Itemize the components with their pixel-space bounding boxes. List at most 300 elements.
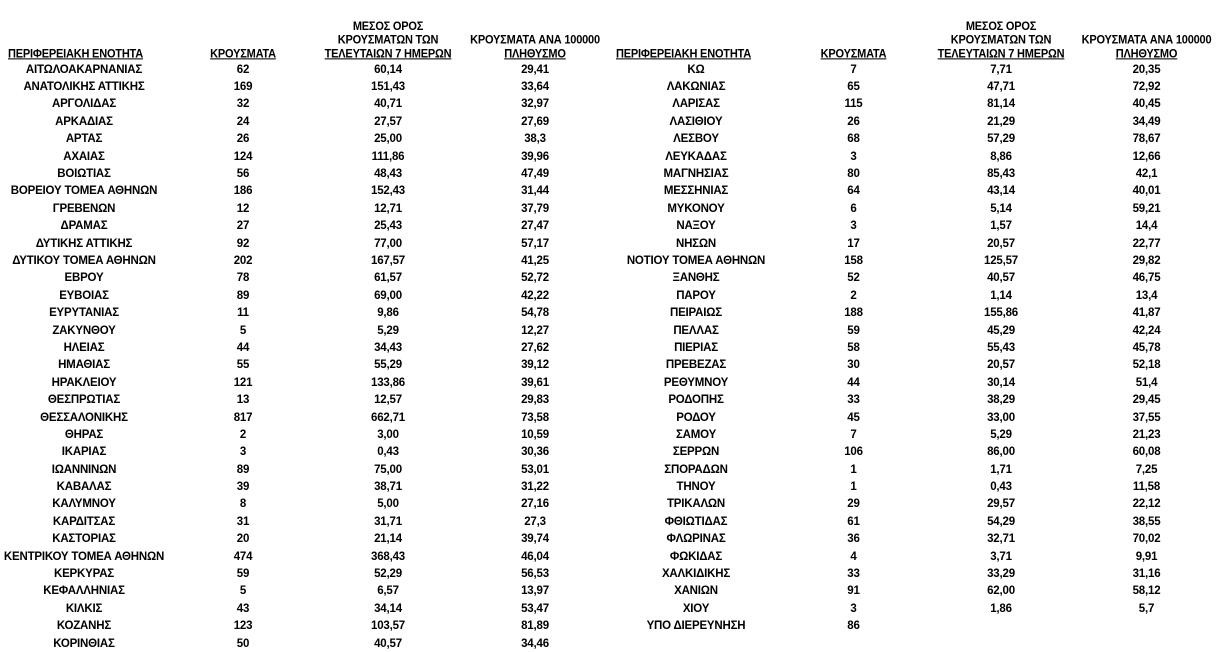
cell-cases: 61 [847, 515, 860, 528]
cell-per-100000: 78,67 [1132, 133, 1161, 146]
cell-per-100000: 39,74 [521, 533, 549, 546]
cell-region: ΘΗΡΑΣ [64, 428, 104, 441]
cell-per-100000: 40,01 [1132, 185, 1161, 198]
cell-avg-7-days: 0,43 [377, 446, 399, 459]
cell-avg-7-days: 1,86 [990, 602, 1012, 615]
cell-region: ΝΑΞΟΥ [676, 220, 716, 233]
table-row [616, 618, 1222, 635]
cell-avg-7-days: 9,86 [377, 307, 399, 320]
table-row [0, 270, 612, 287]
cell-avg-7-days: 31,71 [374, 515, 402, 528]
cell-avg-7-days: 151,43 [371, 81, 405, 94]
cell-cases: 20 [236, 533, 250, 546]
table-row [0, 374, 612, 391]
cell-cases: 3 [850, 602, 857, 615]
cell-per-100000: 13,4 [1135, 289, 1158, 302]
cell-per-100000: 39,96 [521, 150, 549, 163]
cell-cases: 30 [847, 359, 860, 372]
cell-avg-7-days: 0,43 [990, 481, 1012, 494]
cell-avg-7-days: 75,00 [374, 463, 402, 476]
cell-avg-7-days: 57,29 [987, 133, 1015, 146]
cell-cases: 64 [847, 185, 860, 198]
cell-per-100000: 29,82 [1132, 254, 1161, 267]
table-row [616, 374, 1222, 391]
cell-cases: 80 [847, 168, 860, 181]
cell-per-100000: 81,89 [521, 620, 549, 633]
header-avg-7-days: ΜΕΣΟΣ ΟΡΟΣ ΚΡΟΥΣΜΑΤΩΝ ΤΩΝ ΤΕΛΕΥΤΑΙΩΝ 7 ΗΜΕΡΩΝ [324, 20, 452, 61]
table-row [0, 322, 612, 339]
cell-region: ΘΕΣΠΡΩΤΙΑΣ [47, 394, 121, 407]
header-region: ΠΕΡΙΦΕΡΕΙΑΚΗ ΕΝΟΤΗΤΑ [8, 47, 144, 61]
table-row [616, 235, 1222, 252]
cell-region: ΚΑΣΤΟΡΙΑΣ [52, 533, 116, 546]
cell-avg-7-days: 40,57 [374, 637, 402, 650]
cell-cases: 1 [850, 481, 857, 494]
cell-avg-7-days: 21,29 [987, 115, 1015, 128]
table-row [616, 165, 1222, 182]
table-row [0, 78, 612, 95]
cell-region: ΚΟΖΑΝΗΣ [56, 620, 112, 633]
cell-avg-7-days: 38,29 [987, 394, 1015, 407]
cell-cases: 474 [233, 550, 253, 563]
table-row [616, 96, 1222, 113]
cell-region: ΝΗΣΩΝ [675, 237, 717, 250]
cell-cases: 31 [236, 515, 250, 528]
table-row [616, 252, 1222, 269]
table-row [616, 113, 1222, 130]
cell-region: ΚΑΛΥΜΝΟΥ [52, 498, 116, 511]
cell-avg-7-days: 33,00 [987, 411, 1015, 424]
table-row [0, 635, 612, 652]
cell-per-100000: 52,72 [521, 272, 549, 285]
cell-cases: 6 [850, 202, 857, 215]
table-row [0, 583, 612, 600]
cell-per-100000: 52,18 [1132, 359, 1161, 372]
cell-cases: 3 [850, 150, 857, 163]
cell-per-100000: 41,25 [521, 254, 549, 267]
cell-per-100000: 27,47 [521, 220, 549, 233]
cell-cases: 59 [236, 568, 250, 581]
header-region: ΠΕΡΙΦΕΡΕΙΑΚΗ ΕΝΟΤΗΤΑ [616, 47, 752, 61]
cell-avg-7-days: 155,86 [984, 307, 1018, 320]
cell-region: ΑΙΤΩΛΟΑΚΑΡΝΑΝΙΑΣ [25, 63, 143, 76]
cell-avg-7-days: 103,57 [371, 620, 405, 633]
table-row [616, 357, 1222, 374]
cell-avg-7-days: 48,43 [374, 168, 402, 181]
cell-avg-7-days: 152,43 [371, 185, 405, 198]
cell-cases: 188 [844, 307, 863, 320]
cell-region: ΔΡΑΜΑΣ [60, 220, 108, 233]
table-row [616, 322, 1222, 339]
cell-per-100000: 22,12 [1132, 498, 1161, 511]
cell-cases: 5 [239, 324, 247, 337]
cell-per-100000: 27,62 [521, 341, 549, 354]
table-row [0, 252, 612, 269]
cell-region: ΝΟΤΙΟΥ ΤΟΜΕΑ ΑΘΗΝΩΝ [626, 254, 766, 267]
cell-region: ΡΟΔΟΠΗΣ [668, 394, 724, 407]
cell-region: ΚΑΒΑΛΑΣ [56, 481, 112, 494]
cell-cases: 39 [236, 481, 250, 494]
cell-region: ΔΥΤΙΚΗΣ ΑΤΤΙΚΗΣ [35, 237, 133, 250]
cell-avg-7-days: 133,86 [371, 376, 405, 389]
cell-region: ΓΡΕΒΕΝΩΝ [52, 202, 116, 215]
cell-per-100000: 39,61 [521, 376, 549, 389]
cell-avg-7-days: 368,43 [371, 550, 405, 563]
cell-cases: 78 [236, 272, 250, 285]
cell-region: ΧΑΛΚΙΔΙΚΗΣ [661, 568, 731, 581]
table-row [0, 461, 612, 478]
cell-region: ΛΑΣΙΘΙΟΥ [669, 115, 723, 128]
cell-per-100000: 10,59 [521, 428, 549, 441]
cell-cases: 92 [236, 237, 250, 250]
cell-avg-7-days: 38,71 [374, 481, 402, 494]
table-row [0, 235, 612, 252]
cell-avg-7-days: 47,71 [987, 81, 1015, 94]
table-row [616, 461, 1222, 478]
cell-region: ΛΑΚΩΝΙΑΣ [666, 81, 726, 94]
table-row [0, 478, 612, 495]
cell-avg-7-days: 5,14 [990, 202, 1012, 215]
cell-per-100000: 34,49 [1132, 115, 1161, 128]
cell-region: ΗΛΕΙΑΣ [63, 341, 105, 354]
table-row [616, 478, 1222, 495]
cell-avg-7-days: 33,29 [987, 568, 1015, 581]
cell-per-100000: 11,58 [1132, 481, 1161, 494]
cell-region: ΜΥΚΟΝΟΥ [667, 202, 725, 215]
right-table-header [616, 0, 1222, 62]
cell-cases: 89 [236, 289, 250, 302]
cell-avg-7-days: 32,71 [987, 533, 1015, 546]
cell-avg-7-days: 60,14 [374, 63, 402, 76]
cell-cases: 24 [236, 115, 250, 128]
cell-per-100000: 42,1 [1135, 168, 1158, 181]
cell-avg-7-days: 662,71 [371, 411, 405, 424]
cell-region: ΕΥΒΟΙΑΣ [59, 289, 109, 302]
table-row [0, 496, 612, 513]
cell-per-100000: 31,16 [1132, 568, 1161, 581]
cell-avg-7-days: 25,43 [374, 220, 402, 233]
cell-avg-7-days: 54,29 [987, 515, 1015, 528]
cell-per-100000: 32,97 [521, 98, 549, 111]
cell-region: ΒΟΡΕΙΟΥ ΤΟΜΕΑ ΑΘΗΝΩΝ [10, 185, 158, 198]
cell-per-100000: 46,04 [521, 550, 549, 563]
cell-cases: 27 [236, 220, 250, 233]
cell-per-100000: 37,79 [521, 202, 549, 215]
cell-per-100000: 46,75 [1132, 272, 1161, 285]
cell-per-100000: 60,08 [1132, 446, 1161, 459]
cell-avg-7-days: 1,14 [990, 289, 1012, 302]
cell-region: ΧΑΝΙΩΝ [674, 585, 718, 598]
cell-per-100000: 30,36 [521, 446, 549, 459]
table-row [616, 304, 1222, 321]
header-avg-7-days: ΜΕΣΟΣ ΟΡΟΣ ΚΡΟΥΣΜΑΤΩΝ ΤΩΝ ΤΕΛΕΥΤΑΙΩΝ 7 ΗΜΕΡΩΝ [937, 20, 1065, 61]
table-row [0, 183, 612, 200]
cell-per-100000: 34,46 [521, 637, 549, 650]
cell-per-100000: 27,3 [524, 515, 546, 528]
cell-avg-7-days: 34,14 [374, 602, 402, 615]
cell-cases: 86 [847, 620, 860, 633]
cell-region: ΛΑΡΙΣΑΣ [672, 98, 720, 111]
cell-region: ΦΩΚΙΔΑΣ [669, 550, 723, 563]
table-row [0, 444, 612, 461]
cell-region: ΚΟΡΙΝΘΙΑΣ [53, 637, 115, 650]
cell-avg-7-days: 7,71 [990, 63, 1012, 76]
cell-region: ΑΡΤΑΣ [65, 133, 103, 146]
table-row [0, 61, 612, 78]
left-table-body [0, 61, 612, 652]
left-table-header [0, 0, 612, 62]
cell-region: ΣΑΜΟΥ [675, 428, 717, 441]
cell-cases: 3 [850, 220, 857, 233]
cell-avg-7-days: 77,00 [374, 237, 402, 250]
cell-per-100000: 59,21 [1132, 202, 1161, 215]
cell-region: ΑΧΑΪΑΣ [63, 150, 105, 163]
cell-cases: 1 [850, 463, 857, 476]
cell-region: ΛΕΥΚΑΔΑΣ [665, 150, 727, 163]
table-row [0, 565, 612, 582]
table-row [616, 218, 1222, 235]
cell-cases: 36 [847, 533, 860, 546]
cell-region: ΜΑΓΝΗΣΙΑΣ [663, 168, 729, 181]
table-row [616, 548, 1222, 565]
cell-cases: 50 [236, 637, 250, 650]
cell-region: ΚΑΡΔΙΤΣΑΣ [52, 515, 116, 528]
cell-avg-7-days: 5,29 [990, 428, 1012, 441]
cell-region: ΗΜΑΘΙΑΣ [58, 359, 110, 372]
cell-region: ΣΠΟΡΑΔΩΝ [664, 463, 728, 476]
cell-region: ΘΕΣΣΑΛΟΝΙΚΗΣ [40, 411, 128, 424]
cell-cases: 59 [847, 324, 860, 337]
cell-cases: 12 [236, 202, 250, 215]
cell-avg-7-days: 29,57 [987, 498, 1015, 511]
cell-cases: 169 [233, 81, 253, 94]
table-row [616, 496, 1222, 513]
table-row [0, 391, 612, 408]
cell-avg-7-days: 167,57 [371, 254, 405, 267]
cell-avg-7-days: 12,71 [374, 202, 402, 215]
cell-per-100000: 20,35 [1132, 63, 1161, 76]
cell-avg-7-days: 3,71 [990, 550, 1012, 563]
cell-region: ΦΛΩΡΙΝΑΣ [666, 533, 726, 546]
cell-per-100000: 40,45 [1132, 98, 1161, 111]
cell-cases: 29 [847, 498, 860, 511]
cell-region: ΤΡΙΚΑΛΩΝ [666, 498, 726, 511]
cell-avg-7-days: 125,57 [984, 254, 1018, 267]
cell-avg-7-days: 5,00 [377, 498, 399, 511]
cell-avg-7-days: 3,00 [377, 428, 399, 441]
cell-per-100000: 42,24 [1132, 324, 1161, 337]
cell-cases: 3 [239, 446, 247, 459]
cell-cases: 2 [850, 289, 857, 302]
cell-per-100000: 70,02 [1132, 533, 1161, 546]
cell-region: ΚΙΛΚΙΣ [65, 602, 103, 615]
cell-per-100000: 41,87 [1132, 307, 1161, 320]
cell-per-100000: 13,97 [521, 585, 549, 598]
cell-per-100000: 58,12 [1132, 585, 1161, 598]
cell-cases: 58 [847, 341, 860, 354]
cell-avg-7-days: 40,57 [987, 272, 1015, 285]
cell-region: ΠΑΡΟΥ [676, 289, 716, 302]
cell-avg-7-days: 111,86 [371, 150, 405, 163]
header-per-100000: ΚΡΟΥΣΜΑΤΑ ΑΝΑ 100000 ΠΛΗΘΥΣΜΟ [1081, 34, 1212, 61]
cell-per-100000: 12,27 [521, 324, 549, 337]
cell-avg-7-days: 6,57 [377, 585, 399, 598]
cell-per-100000: 38,3 [524, 133, 546, 146]
cell-per-100000: 29,45 [1132, 394, 1161, 407]
cell-per-100000: 56,53 [521, 568, 549, 581]
cell-per-100000: 29,41 [521, 63, 549, 76]
cell-cases: 124 [233, 150, 253, 163]
cell-region: ΠΙΕΡΙΑΣ [674, 341, 718, 354]
cell-avg-7-days: 43,14 [987, 185, 1015, 198]
cell-cases: 8 [239, 498, 247, 511]
table-row [616, 409, 1222, 426]
cell-region: ΠΕΛΛΑΣ [673, 324, 719, 337]
cell-avg-7-days: 40,71 [374, 98, 402, 111]
cell-region: ΑΡΚΑΔΙΑΣ [55, 115, 113, 128]
cell-region: ΠΡΕΒΕΖΑΣ [665, 359, 727, 372]
cell-per-100000: 42,22 [521, 289, 549, 302]
table-row [616, 565, 1222, 582]
cell-cases: 2 [239, 428, 247, 441]
cell-per-100000: 9,91 [1135, 550, 1158, 563]
cell-cases: 186 [233, 185, 253, 198]
cell-region: ΧΙΟΥ [682, 602, 710, 615]
table-row [616, 513, 1222, 530]
table-row [616, 339, 1222, 356]
cell-avg-7-days: 27,57 [374, 115, 402, 128]
cell-cases: 33 [847, 394, 860, 407]
table-row [0, 304, 612, 321]
cell-cases: 123 [233, 620, 253, 633]
cell-per-100000: 51,4 [1135, 376, 1158, 389]
table-row [0, 339, 612, 356]
cell-cases: 32 [236, 98, 250, 111]
table-row [616, 600, 1222, 617]
table-row [616, 131, 1222, 148]
table-row [616, 444, 1222, 461]
cell-cases: 7 [850, 63, 857, 76]
cell-avg-7-days: 61,57 [374, 272, 402, 285]
cell-region: ΚΕΡΚΥΡΑΣ [53, 568, 115, 581]
cell-cases: 13 [236, 394, 250, 407]
cell-region: ΚΕΦΑΛΛΗΝΙΑΣ [43, 585, 125, 598]
cell-per-100000: 31,44 [521, 185, 549, 198]
cell-avg-7-days: 25,00 [374, 133, 402, 146]
cell-cases: 26 [847, 115, 860, 128]
cell-region: ΒΟΙΩΤΙΑΣ [57, 168, 111, 181]
table-row [0, 287, 612, 304]
cell-region: ΣΕΡΡΩΝ [672, 446, 720, 459]
cell-per-100000: 37,55 [1132, 411, 1161, 424]
cell-cases: 26 [236, 133, 250, 146]
table-row [616, 287, 1222, 304]
cell-per-100000: 14,4 [1135, 220, 1158, 233]
cell-region: ΔΥΤΙΚΟΥ ΤΟΜΕΑ ΑΘΗΝΩΝ [12, 254, 156, 267]
cell-cases: 106 [844, 446, 863, 459]
cell-region: ΙΩΑΝΝΙΝΩΝ [51, 463, 117, 476]
cell-region: ΚΩ [687, 63, 705, 76]
cell-avg-7-days: 30,14 [987, 376, 1015, 389]
table-row [0, 618, 612, 635]
cell-per-100000: 12,66 [1132, 150, 1161, 163]
cell-region: ΥΠΟ ΔΙΕΡΕΥΝΗΣΗ [646, 620, 746, 633]
cell-region: ΑΡΓΟΛΙΔΑΣ [51, 98, 117, 111]
table-row [0, 200, 612, 217]
table-row [0, 600, 612, 617]
table-row [616, 183, 1222, 200]
cell-cases: 65 [847, 81, 860, 94]
cell-avg-7-days: 81,14 [987, 98, 1015, 111]
cell-cases: 52 [847, 272, 860, 285]
cell-region: ΕΒΡΟΥ [64, 272, 104, 285]
table-row [0, 165, 612, 182]
table-row [0, 113, 612, 130]
cell-region: ΦΘΙΩΤΙΔΑΣ [664, 515, 728, 528]
table-row [616, 531, 1222, 548]
table-row [0, 426, 612, 443]
cell-cases: 121 [233, 376, 253, 389]
cell-avg-7-days: 62,00 [987, 585, 1015, 598]
cell-cases: 68 [847, 133, 860, 146]
cell-avg-7-days: 20,57 [987, 237, 1015, 250]
cell-per-100000: 33,64 [521, 81, 549, 94]
cell-cases: 33 [847, 568, 860, 581]
table-row [616, 78, 1222, 95]
cell-avg-7-days: 1,57 [990, 220, 1012, 233]
cell-avg-7-days: 86,00 [987, 446, 1015, 459]
cell-region: ΚΕΝΤΡΙΚΟΥ ΤΟΜΕΑ ΑΘΗΝΩΝ [3, 550, 165, 563]
cell-cases: 158 [844, 254, 863, 267]
cell-per-100000: 21,23 [1132, 428, 1161, 441]
cell-per-100000: 47,49 [521, 168, 549, 181]
cell-avg-7-days: 5,29 [377, 324, 399, 337]
cell-cases: 55 [236, 359, 250, 372]
cell-region: ΠΕΙΡΑΙΩΣ [669, 307, 722, 320]
cell-avg-7-days: 12,57 [374, 394, 402, 407]
table-row [0, 131, 612, 148]
cell-cases: 44 [236, 341, 250, 354]
cell-region: ΤΗΝΟΥ [676, 481, 716, 494]
table-row [0, 148, 612, 165]
cell-per-100000: 38,55 [1132, 515, 1161, 528]
cell-avg-7-days: 45,29 [987, 324, 1015, 337]
cell-avg-7-days: 69,00 [374, 289, 402, 302]
table-row [0, 409, 612, 426]
cell-per-100000: 73,58 [521, 411, 549, 424]
cell-cases: 202 [233, 254, 253, 267]
cell-region: ΜΕΣΣΗΝΙΑΣ [663, 185, 729, 198]
table-row [0, 96, 612, 113]
cell-avg-7-days: 55,29 [374, 359, 402, 372]
cell-per-100000: 7,25 [1135, 463, 1158, 476]
cell-per-100000: 72,92 [1132, 81, 1161, 94]
cell-cases: 17 [847, 237, 860, 250]
cell-cases: 56 [236, 168, 250, 181]
cell-per-100000: 27,69 [521, 115, 549, 128]
table-row [616, 61, 1222, 78]
cell-cases: 62 [236, 63, 250, 76]
cell-avg-7-days: 34,43 [374, 341, 402, 354]
cell-per-100000: 39,12 [521, 359, 549, 372]
cell-region: ΞΑΝΘΗΣ [672, 272, 720, 285]
cell-per-100000: 57,17 [521, 237, 549, 250]
table-row [0, 531, 612, 548]
cell-cases: 91 [847, 585, 860, 598]
cell-region: ΗΡΑΚΛΕΙΟΥ [51, 376, 117, 389]
cell-per-100000: 53,01 [521, 463, 549, 476]
table-row [0, 548, 612, 565]
